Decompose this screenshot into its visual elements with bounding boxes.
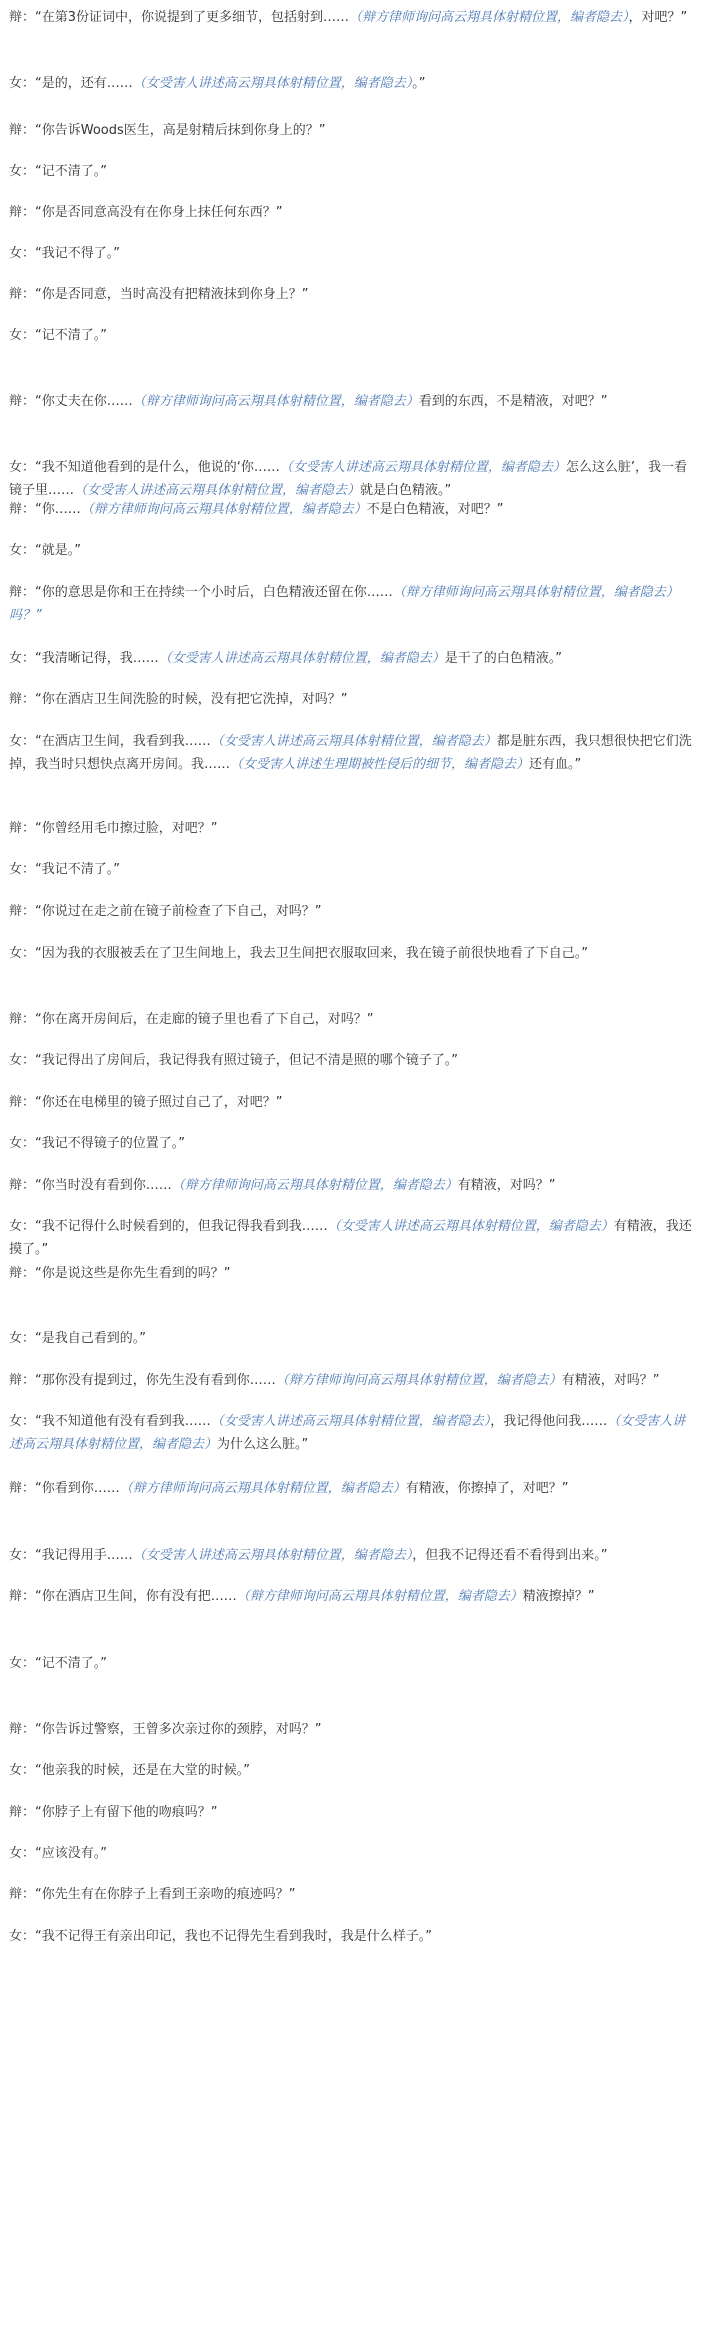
speaker-label: 辩： <box>9 394 36 409</box>
speech-text: 有精液，你擦掉了，对吧？” <box>405 1481 569 1496</box>
speech-text: “在酒店卫生间，我看到我…… <box>35 734 211 749</box>
speech-text: 还有血。” <box>529 757 582 772</box>
transcript-paragraph <box>9 581 697 627</box>
transcript-paragraph <box>9 1008 697 1031</box>
transcript-paragraph <box>9 498 697 521</box>
speech-text: 。” <box>412 76 426 91</box>
transcript-paragraph <box>9 1049 697 1072</box>
editor-note: （女受害人讲述高云翔具体射精位置，编者隐去） <box>74 483 361 498</box>
speech-text: “我不知道他有没有看到我…… <box>35 1414 211 1429</box>
speaker-label: 辩： <box>9 1373 36 1388</box>
speech-text: “我不记得什么时候看到的，但我记得我看到我…… <box>35 1219 328 1234</box>
speaker-label: 辩： <box>9 123 36 138</box>
speech-text: “我不记得王有亲出印记，我也不记得先生看到我时，我是什么样子。” <box>35 1929 432 1944</box>
speech-text: “你脖子上有留下他的吻痕吗？” <box>35 1805 218 1820</box>
speaker-label: 女： <box>9 246 36 261</box>
speaker-label: 辩： <box>9 1589 36 1604</box>
speech-text: 是干了的白色精液。” <box>444 651 563 666</box>
speech-text: “你在酒店卫生间，你有没有把…… <box>35 1589 237 1604</box>
transcript-paragraph <box>9 1410 697 1456</box>
speaker-label: 辩： <box>9 1481 36 1496</box>
speaker-label: 女： <box>9 460 36 475</box>
transcript-paragraph <box>9 1652 697 1675</box>
speaker-label: 辩： <box>9 287 36 302</box>
transcript-paragraph <box>9 730 697 776</box>
speaker-label: 女： <box>9 1053 36 1068</box>
speech-text: ，对吧？” <box>628 10 688 25</box>
transcript-paragraph <box>9 900 697 923</box>
speaker-label: 辩： <box>9 1266 36 1281</box>
speech-text: 怎么这么脏’，我一看镜子里…… <box>9 460 688 498</box>
transcript-paragraph <box>9 942 697 965</box>
speech-text: ，我记得他问我…… <box>490 1414 608 1429</box>
speaker-label: 女： <box>9 1763 36 1778</box>
speaker-label: 女： <box>9 651 36 666</box>
transcript-paragraph <box>9 283 697 306</box>
transcript-paragraph <box>9 1842 697 1865</box>
speech-text: “你告诉过警察，王曾多次亲过你的颈脖，对吗？” <box>35 1722 322 1737</box>
transcript-paragraph <box>9 242 697 265</box>
speech-text: “我不知道他看到的是什么，他说的‘你…… <box>35 460 280 475</box>
editor-note: （辩方律师询问高云翔具体射精位置，编者隐去） <box>119 1481 406 1496</box>
speaker-label: 女： <box>9 1548 36 1563</box>
speech-text: “你是说这些是你先生看到的吗？” <box>35 1266 231 1281</box>
speaker-label: 辩： <box>9 205 36 220</box>
transcript-paragraph <box>9 1925 697 1948</box>
speech-text: “你是否同意高没有在你身上抹任何东西？” <box>35 205 283 220</box>
speaker-label: 女： <box>9 1846 36 1861</box>
speaker-label: 辩： <box>9 692 36 707</box>
editor-note: （女受害人讲述高云翔具体射精位置，编者隐去） <box>132 76 413 91</box>
speech-text: 看到的东西，不是精液，对吧？” <box>418 394 608 409</box>
speaker-label: 辩： <box>9 10 36 25</box>
transcript-paragraph <box>9 390 697 413</box>
speaker-label: 女： <box>9 1136 36 1151</box>
speech-text: “那你没有提到过，你先生没有看到你…… <box>35 1373 276 1388</box>
speaker-label: 女： <box>9 543 36 558</box>
speech-text: “是我自己看到的。” <box>35 1331 146 1346</box>
speech-text: 都是脏东西，我只想很快把它们洗掉，我当时只想快点离开房间。我…… <box>9 734 692 772</box>
speaker-label: 辩： <box>9 502 36 517</box>
transcript-paragraph <box>9 647 697 670</box>
speech-text: 不是白色精液，对吧？” <box>366 502 504 517</box>
transcript-paragraph <box>9 201 697 224</box>
transcript-paragraph <box>9 1718 697 1741</box>
speech-text: “你当时没有看到你…… <box>35 1178 172 1193</box>
speaker-label: 女： <box>9 1929 36 1944</box>
speech-text: “在第3份证词中，你说提到了更多细节，包括射到…… <box>35 10 350 25</box>
speaker-label: 女： <box>9 946 36 961</box>
transcript-paragraph <box>9 539 697 562</box>
speech-text: ，但我不记得还看不看得到出来。” <box>412 1548 608 1563</box>
transcript-paragraph <box>9 1585 697 1608</box>
speech-text: “你说过在走之前在镜子前检查了下自己，对吗？” <box>35 904 322 919</box>
speaker-label: 辩： <box>9 1178 36 1193</box>
speech-text: “我记得出了房间后，我记得我有照过镜子，但记不清是照的哪个镜子了。” <box>35 1053 458 1068</box>
speech-text: “你…… <box>35 502 81 517</box>
speaker-label: 女： <box>9 862 36 877</box>
editor-note: （女受害人讲述高云翔具体射精位置，编者隐去） <box>327 1219 614 1234</box>
editor-note: （女受害人讲述高云翔具体射精位置，编者隐去） <box>9 1414 686 1452</box>
speaker-label: 辩： <box>9 821 36 836</box>
editor-note: （女受害人讲述高云翔具体射精位置，编者隐去） <box>158 651 445 666</box>
editor-note: （女受害人讲述生理期被性侵后的细节，编者隐去） <box>230 757 530 772</box>
speech-text: “记不清了。” <box>35 1656 107 1671</box>
speech-text: “我清晰记得，我…… <box>35 651 159 666</box>
speaker-label: 女： <box>9 1656 36 1671</box>
speech-text: 为什么这么脏。” <box>217 1437 309 1452</box>
transcript-paragraph <box>9 1327 697 1350</box>
speech-text: “是的，还有…… <box>35 76 133 91</box>
speaker-label: 女： <box>9 734 36 749</box>
editor-note: （女受害人讲述高云翔具体射精位置，编者隐去） <box>210 1414 491 1429</box>
editor-note: （辩方律师询问高云翔具体射精位置，编者隐去） <box>171 1178 458 1193</box>
speech-text: “他亲我的时候，还是在大堂的时候。” <box>35 1763 250 1778</box>
speech-text: 就是白色精液。” <box>360 483 452 498</box>
speaker-label: 女： <box>9 76 36 91</box>
transcript-paragraph <box>9 817 697 840</box>
transcript-paragraph <box>9 1369 697 1392</box>
transcript-paragraph <box>9 1091 697 1114</box>
editor-note: （辩方律师询问高云翔具体射精位置，编者隐去） <box>349 10 629 25</box>
speaker-label: 辩： <box>9 1012 36 1027</box>
transcript-paragraph <box>9 1477 697 1500</box>
transcript-paragraph <box>9 1801 697 1824</box>
speech-text: “记不清了。” <box>35 164 107 179</box>
speech-text: “你是否同意，当时高没有把精液抹到你身上？” <box>35 287 309 302</box>
editor-note: （辩方律师询问高云翔具体射精位置，编者隐去） <box>132 394 419 409</box>
transcript-paragraph <box>9 1215 697 1261</box>
speech-text: “你在酒店卫生间洗脸的时候，没有把它洗掉，对吗？” <box>35 692 348 707</box>
speaker-label: 辩： <box>9 1095 36 1110</box>
speaker-label: 女： <box>9 1219 36 1234</box>
speech-text: “就是。” <box>35 543 81 558</box>
transcript-paragraph <box>9 1759 697 1782</box>
speaker-label: 辩： <box>9 585 36 600</box>
speech-text: “我记不清了。” <box>35 862 120 877</box>
editor-note: （女受害人讲述高云翔具体射精位置，编者隐去） <box>132 1548 413 1563</box>
transcript-paragraph <box>9 1544 697 1567</box>
transcript-paragraph <box>9 688 697 711</box>
speech-text: “你还在电梯里的镜子照过自己了，对吧？” <box>35 1095 283 1110</box>
speaker-label: 辩： <box>9 1805 36 1820</box>
speech-text: 有精液，对吗？” <box>561 1373 660 1388</box>
speech-text: “我记不得镜子的位置了。” <box>35 1136 185 1151</box>
speaker-label: 女： <box>9 1414 36 1429</box>
speaker-label: 女： <box>9 1331 36 1346</box>
transcript-paragraph <box>9 72 697 95</box>
editor-note: （辩方律师询问高云翔具体射精位置，编者隐去） <box>80 502 367 517</box>
speech-text: 精液擦掉？” <box>522 1589 595 1604</box>
transcript-paragraph <box>9 1174 697 1197</box>
editor-note: （女受害人讲述高云翔具体射精位置，编者隐去） <box>210 734 497 749</box>
editor-note: （女受害人讲述高云翔具体射精位置，编者隐去） <box>279 460 566 475</box>
speaker-label: 女： <box>9 328 36 343</box>
speech-text: “你在离开房间后，在走廊的镜子里也看了下自己，对吗？” <box>35 1012 374 1027</box>
speech-text: “你丈夫在你…… <box>35 394 133 409</box>
speaker-label: 辩： <box>9 1722 36 1737</box>
speaker-label: 辩： <box>9 904 36 919</box>
speech-text: “你看到你…… <box>35 1481 120 1496</box>
speech-text: “你告诉Woods医生，高是射精后抹到你身上的？” <box>35 123 326 138</box>
editor-note: （辩方律师询问高云翔具体射精位置，编者隐去）吗？” <box>9 585 679 623</box>
transcript-paragraph <box>9 858 697 881</box>
speech-text: “你曾经用毛巾擦过脸，对吧？” <box>35 821 218 836</box>
editor-note: （辩方律师询问高云翔具体射精位置，编者隐去） <box>236 1589 523 1604</box>
speech-text: 有精液，对吗？” <box>457 1178 556 1193</box>
speech-text: “你的意思是你和王在持续一个小时后，白色精液还留在你…… <box>35 585 393 600</box>
transcript-paragraph <box>9 6 697 29</box>
transcript-paragraph <box>9 1132 697 1155</box>
speech-text: “应该没有。” <box>35 1846 107 1861</box>
speaker-label: 女： <box>9 164 36 179</box>
speech-text: “你先生有在你脖子上看到王亲吻的痕迹吗？” <box>35 1887 296 1902</box>
editor-note: （辩方律师询问高云翔具体射精位置，编者隐去） <box>275 1373 562 1388</box>
transcript-paragraph <box>9 324 697 347</box>
transcript-paragraph <box>9 119 697 142</box>
speech-text: “我记不得了。” <box>35 246 120 261</box>
speech-text: “记不清了。” <box>35 328 107 343</box>
transcript-paragraph <box>9 1262 697 1285</box>
transcript-paragraph <box>9 456 697 502</box>
speech-text: “我记得用手…… <box>35 1548 133 1563</box>
speaker-label: 辩： <box>9 1887 36 1902</box>
speech-text: 有精液，我还摸了。” <box>9 1219 692 1257</box>
transcript-paragraph <box>9 1883 697 1906</box>
transcript-paragraph <box>9 160 697 183</box>
speech-text: “因为我的衣服被丢在了卫生间地上，我去卫生间把衣服取回来，我在镜子前很快地看了下自己。” <box>35 946 588 961</box>
